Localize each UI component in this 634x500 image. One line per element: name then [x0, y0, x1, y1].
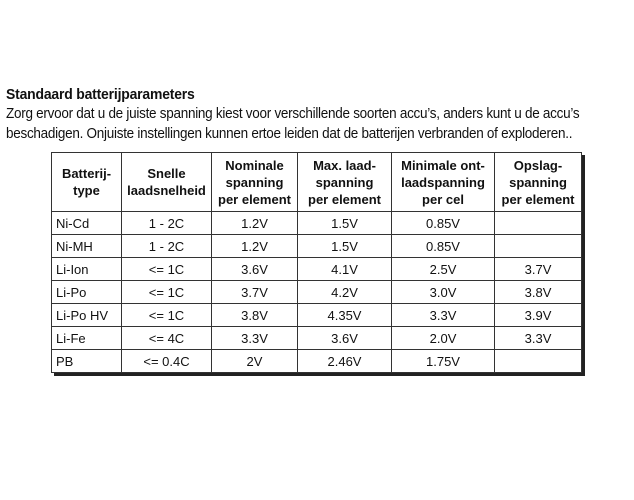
- table-cell: [495, 350, 582, 373]
- table-row: [52, 327, 582, 350]
- table-cell: [495, 212, 582, 235]
- table-cell: 2.0V: [392, 327, 495, 350]
- table-cell: 3.7V: [212, 281, 298, 304]
- table-cell: 4.35V: [298, 304, 392, 327]
- battery-type-cell: PB: [52, 350, 122, 373]
- battery-type-cell: Li-Fe: [52, 327, 122, 350]
- table-cell: 3.3V: [212, 327, 298, 350]
- table-cell: 1 - 2C: [122, 235, 212, 258]
- table-cell: 1 - 2C: [122, 212, 212, 235]
- table-header-row: [52, 153, 582, 212]
- column-header-line: per element: [501, 191, 575, 207]
- battery-type-cell: Li-Po: [52, 281, 122, 304]
- table-cell: 1.2V: [212, 235, 298, 258]
- battery-parameters-table-container: [51, 152, 582, 373]
- table-cell: 0.85V: [392, 235, 495, 258]
- column-header: [52, 153, 122, 212]
- battery-type-cell: Li-Po HV: [52, 304, 122, 327]
- table-cell: <= 0.4C: [122, 350, 212, 373]
- column-header-line: Batterij-: [61, 166, 112, 181]
- battery-type-cell: Ni-MH: [52, 235, 122, 258]
- table-cell: 2.46V: [298, 350, 392, 373]
- column-header: [122, 153, 212, 212]
- table-cell: <= 4C: [122, 327, 212, 350]
- column-header-line: Snelle: [147, 166, 186, 181]
- table-cell: 3.8V: [212, 304, 298, 327]
- table-row: [52, 235, 582, 258]
- table-cell: 1.5V: [298, 235, 392, 258]
- table-cell: 3.8V: [495, 281, 582, 304]
- table-cell: 2.5V: [392, 258, 495, 281]
- column-header-line: laadspanning: [401, 174, 485, 190]
- table-row: [52, 350, 582, 373]
- table-row: [52, 304, 582, 327]
- column-header: [212, 153, 298, 212]
- column-header-line: Opslag-: [513, 157, 563, 173]
- column-header-line: Nominale: [225, 157, 284, 173]
- page-heading: Standaard batterijparameters: [6, 86, 195, 103]
- table-body: [52, 212, 582, 373]
- column-header-line: spanning: [509, 174, 567, 190]
- table-row: [52, 281, 582, 304]
- table-cell: 3.9V: [495, 304, 582, 327]
- column-header-line: spanning: [225, 174, 284, 190]
- table-cell: 1.5V: [298, 212, 392, 235]
- table-cell: [495, 235, 582, 258]
- table-cell: 4.2V: [298, 281, 392, 304]
- battery-type-cell: Li-Ion: [52, 258, 122, 281]
- table-cell: 2V: [212, 350, 298, 373]
- table-cell: <= 1C: [122, 258, 212, 281]
- table-cell: 3.6V: [212, 258, 298, 281]
- column-header-line: per cel: [422, 191, 464, 207]
- intro-line-1: Zorg ervoor dat u de juiste spanning kiest voor verschillende soorten accu’s, anders kunt u de accu’s: [6, 105, 580, 122]
- table-cell: 3.7V: [495, 258, 582, 281]
- column-header-line: per element: [308, 191, 381, 207]
- table-row: [52, 258, 582, 281]
- table-cell: 1.75V: [392, 350, 495, 373]
- column-header: [495, 153, 582, 212]
- battery-parameters-table: [51, 152, 582, 373]
- column-header-line: type: [73, 183, 100, 198]
- column-header: [298, 153, 392, 212]
- column-header-line: Minimale ont-: [401, 157, 485, 173]
- column-header: [392, 153, 495, 212]
- table-cell: 0.85V: [392, 212, 495, 235]
- table-cell: <= 1C: [122, 281, 212, 304]
- battery-type-cell: Ni-Cd: [52, 212, 122, 235]
- table-cell: 4.1V: [298, 258, 392, 281]
- table-cell: 3.3V: [495, 327, 582, 350]
- table-cell: 1.2V: [212, 212, 298, 235]
- column-header-line: Max. laad-: [313, 157, 376, 173]
- intro-text: [6, 104, 582, 144]
- table-row: [52, 212, 582, 235]
- table-cell: 3.0V: [392, 281, 495, 304]
- column-header-line: per element: [218, 191, 291, 207]
- column-header-line: laadsnelheid: [127, 183, 206, 198]
- intro-line-2: beschadigen. Onjuiste instellingen kunnen ertoe leiden dat de batterijen verbranden of exploderen..: [6, 125, 573, 142]
- table-cell: 3.3V: [392, 304, 495, 327]
- table-cell: 3.6V: [298, 327, 392, 350]
- column-header-line: spanning: [315, 174, 374, 190]
- table-cell: <= 1C: [122, 304, 212, 327]
